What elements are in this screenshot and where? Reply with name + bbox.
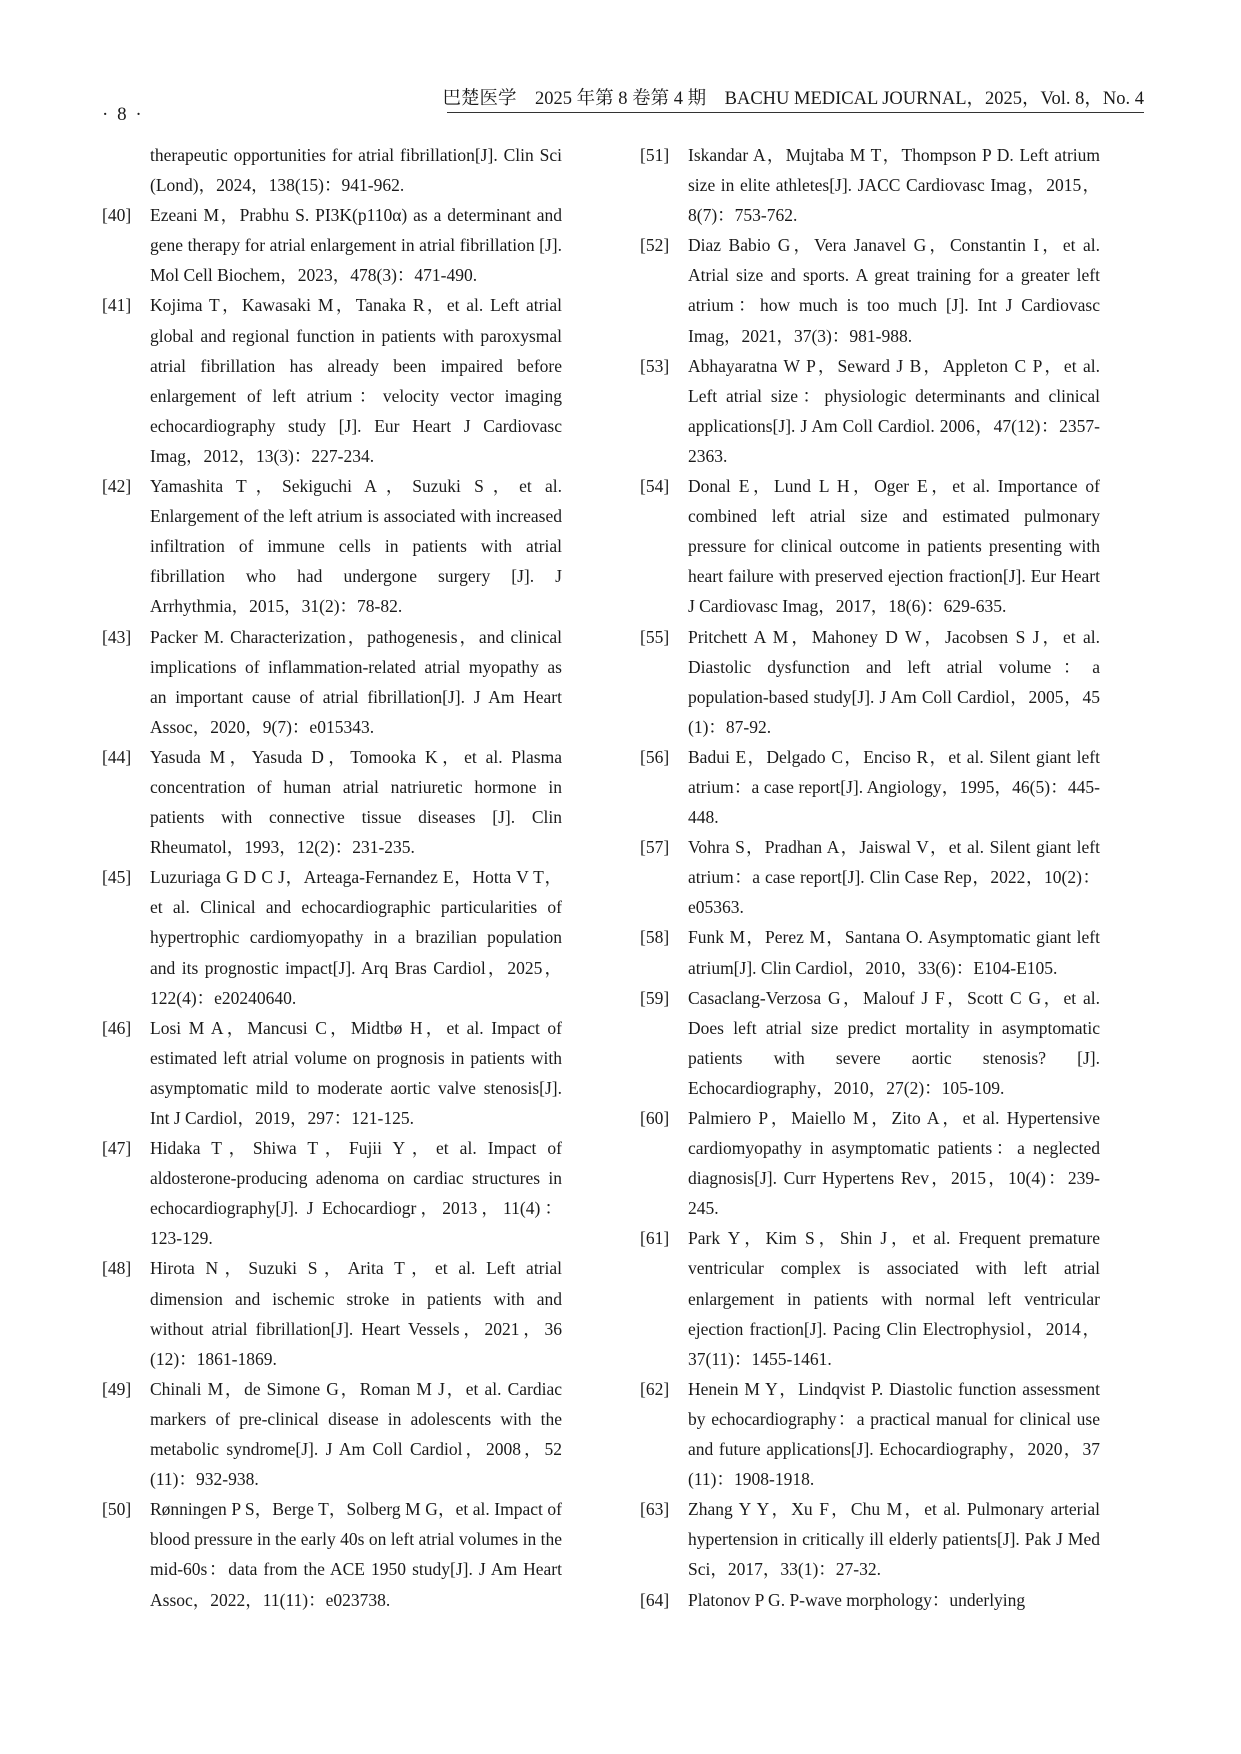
reference-item (640, 983, 1100, 1103)
reference-item (640, 1223, 1100, 1373)
reference-item (102, 1013, 562, 1133)
reference-number: [53] (640, 355, 670, 376)
reference-number: [57] (640, 837, 670, 858)
reference-text: Hidaka T，Shiwa T，Fujii Y，et al. Impact of aldosterone-producing adenoma on cardiac structures in echocardiography[J]. J Echocardiogr，2013，11(4)：123-129. (150, 1138, 562, 1249)
reference-number: [55] (640, 626, 670, 647)
reference-number: [61] (640, 1228, 670, 1249)
reference-number: [49] (102, 1378, 132, 1399)
reference-text: Packer M. Characterization，pathogenesis，and clinical implications of inflammation-related atrial myopathy as an important cause of atrial fibrillation[J]. J Am Heart Assoc，2020，9(7)：e015343. (150, 626, 562, 737)
reference-text: Badui E，Delgado C，Enciso R，et al. Silent giant left atrium：a case report[J]. Angiology，1995，46(5)：445-448. (688, 746, 1100, 828)
reference-item (102, 622, 562, 742)
reference-text: therapeutic opportunities for atrial fibrillation[J]. Clin Sci (Lond)，2024，138(15)：941-962. (150, 145, 562, 196)
reference-item (102, 1133, 562, 1253)
reference-text: Donal E，Lund L H，Oger E，et al. Importance of combined left atrial size and estimated pulmonary pressure for clinical outcome in patients presenting with heart failure with preserved ejection fraction[J]. Eur Heart J Cardiovasc Imag，2017，18(6)：629-635. (688, 476, 1100, 617)
right-reference-column (640, 140, 1100, 1615)
reference-item (640, 230, 1100, 350)
reference-text: Casaclang-Verzosa G，Malouf J F，Scott C G，et al. Does left atrial size predict mortality in asymptomatic patients with severe aortic stenosis? [J]. Echocardiography，2010，27(2)：105-109. (688, 987, 1100, 1098)
reference-item (640, 922, 1100, 982)
reference-text: Platonov P G. P-wave morphology：underlying (688, 1589, 1026, 1610)
reference-item (640, 1585, 1100, 1615)
page-header (0, 0, 1241, 130)
reference-item (640, 622, 1100, 742)
reference-item (102, 200, 562, 290)
reference-item (640, 1374, 1100, 1494)
reference-item (102, 290, 562, 471)
reference-text: Chinali M，de Simone G，Roman M J，et al. Cardiac markers of pre-clinical disease in adolescents with the metabolic syndrome[J]. J Am Coll Cardiol，2008，52 (11)：932-938. (150, 1378, 562, 1490)
reference-number: [40] (102, 205, 132, 226)
reference-number: [64] (640, 1589, 670, 1610)
reference-number: [59] (640, 987, 670, 1008)
reference-number: [46] (102, 1017, 132, 1038)
reference-number: [41] (102, 295, 132, 316)
reference-number: [43] (102, 626, 132, 647)
reference-number: [54] (640, 476, 670, 497)
journal-running-head: 巴楚医学 2025 年第 8 卷第 4 期 BACHU MEDICAL JOURNAL，2025，Vol. 8，No. 4 (442, 89, 1144, 109)
reference-item (102, 1374, 562, 1494)
reference-item (640, 1103, 1100, 1223)
reference-number: [58] (640, 927, 670, 948)
reference-number: [62] (640, 1378, 670, 1399)
reference-number: [50] (102, 1499, 132, 1520)
reference-text: Diaz Babio G，Vera Janavel G，Constantin I，et al. Atrial size and sports. A great training for a greater left atrium：how much is too much [J]. Int J Cardiovasc Imag，2021，37(3)：981-988. (688, 235, 1100, 346)
reference-number: [60] (640, 1108, 670, 1128)
reference-text: Zhang Y Y，Xu F，Chu M，et al. Pulmonary arterial hypertension in critically ill elderly patients[J]. Pak J Med Sci，2017，33(1)：27-32. (688, 1499, 1100, 1580)
reference-number: [56] (640, 746, 670, 767)
reference-number: [45] (102, 867, 132, 888)
reference-item (102, 1253, 562, 1373)
reference-number: [42] (102, 476, 132, 497)
reference-text: Kojima T，Kawasaki M，Tanaka R，et al. Left atrial global and regional function in patients with paroxysmal atrial fibrillation has already been impaired before enlargement of left atrium：velocity vector imaging echocardiography study [J]. Eur Heart J Cardiovasc Imag，2012，13(3)：227-234. (150, 295, 562, 466)
header-rule (447, 112, 1144, 113)
page-number: · 8 · (102, 104, 144, 125)
reference-number: [44] (102, 746, 132, 767)
reference-text: Rønningen P S，Berge T，Solberg M G，et al. Impact of blood pressure in the early 40s on left atrial volumes in the mid-60s：data from the ACE 1950 study[J]. J Am Heart Assoc，2022，11(11)：e023738. (150, 1499, 562, 1610)
reference-text: Yamashita T，Sekiguchi A，Suzuki S，et al. Enlargement of the left atrium is associated with increased infiltration of immune cells in patients with atrial fibrillation who had undergone surgery [J]. J Arrhythmia，2015，31(2)：78-82. (150, 476, 562, 617)
reference-number: [47] (102, 1138, 132, 1159)
left-reference-column (102, 140, 562, 1615)
reference-item (102, 862, 562, 1012)
reference-item (640, 1494, 1100, 1584)
reference-item (640, 742, 1100, 832)
reference-text: Luzuriaga G D C J，Arteaga-Fernandez E，Hotta V T，et al. Clinical and echocardiographic particularities of hypertrophic cardiomyopathy in a brazilian population and its prognostic impact[J]. Arq Bras Cardiol，2025，122(4)：e20240640. (150, 867, 562, 1008)
reference-item (102, 742, 562, 862)
reference-text: Abhayaratna W P，Seward J B，Appleton C P，et al. Left atrial size：physiologic determinants and clinical applications[J]. J Am Coll Cardiol. 2006，47(12)：2357-2363. (688, 355, 1100, 466)
reference-text: Park Y，Kim S，Shin J，et al. Frequent premature ventricular complex is associated with left atrial enlargement in patients with normal left ventricular ejection fraction[J]. Pacing Clin Electrophysiol，2014，37(11)：1455-1461. (688, 1228, 1100, 1369)
reference-item (102, 1494, 562, 1614)
reference-item (640, 351, 1100, 471)
reference-text: Palmiero P，Maiello M，Zito A，et al. Hypertensive cardiomyopathy in asymptomatic patients：a neglected diagnosis[J]. Curr Hypertens Rev，2015，10(4)：239-245. (688, 1108, 1100, 1219)
reference-text: Hirota N，Suzuki S，Arita T，et al. Left atrial dimension and ischemic stroke in patients with and without atrial fibrillation[J]. Heart Vessels，2021，36 (12)：1861-1869. (150, 1258, 562, 1369)
reference-text: Henein M Y，Lindqvist P. Diastolic function assessment by echocardiography：a practical manual for clinical use and future applications[J]. Echocardiography，2020，37 (11)：1908-1918. (688, 1378, 1100, 1490)
reference-text: Ezeani M，Prabhu S. PI3K(p110α) as a determinant and gene therapy for atrial enlargement in atrial fibrillation [J]. Mol Cell Biochem，2023，478(3)：471-490. (150, 205, 562, 286)
reference-text: Iskandar A，Mujtaba M T，Thompson P D. Left atrium size in elite athletes[J]. JACC Cardiovasc Imag，2015，8(7)：753-762. (688, 145, 1100, 226)
reference-item (102, 471, 562, 621)
reference-item (640, 471, 1100, 621)
reference-text: Vohra S，Pradhan A，Jaiswal V，et al. Silent giant left atrium：a case report[J]. Clin Case Rep，2022，10(2)：e05363. (688, 837, 1100, 918)
reference-item (640, 832, 1100, 922)
reference-number: [52] (640, 235, 670, 256)
reference-continuation (102, 140, 562, 200)
reference-item (640, 140, 1100, 230)
reference-text: Yasuda M，Yasuda D，Tomooka K，et al. Plasma concentration of human atrial natriuretic hormone in patients with connective tissue diseases [J]. Clin Rheumatol，1993，12(2)：231-235. (150, 746, 562, 858)
reference-number: [48] (102, 1258, 132, 1279)
reference-number: [63] (640, 1499, 670, 1520)
reference-number: [51] (640, 145, 670, 165)
reference-text: Funk M，Perez M，Santana O. Asymptomatic giant left atrium[J]. Clin Cardiol，2010，33(6)：E104-E105. (688, 927, 1100, 978)
reference-text: Pritchett A M，Mahoney D W，Jacobsen S J，et al. Diastolic dysfunction and left atrial volume：a population-based study[J]. J Am Coll Cardiol，2005，45 (1)：87-92. (688, 626, 1100, 737)
reference-text: Losi M A，Mancusi C，Midtbø H，et al. Impact of estimated left atrial volume on prognosis in patients with asymptomatic mild to moderate aortic valve stenosis[J]. Int J Cardiol，2019，297：121-125. (150, 1017, 562, 1128)
